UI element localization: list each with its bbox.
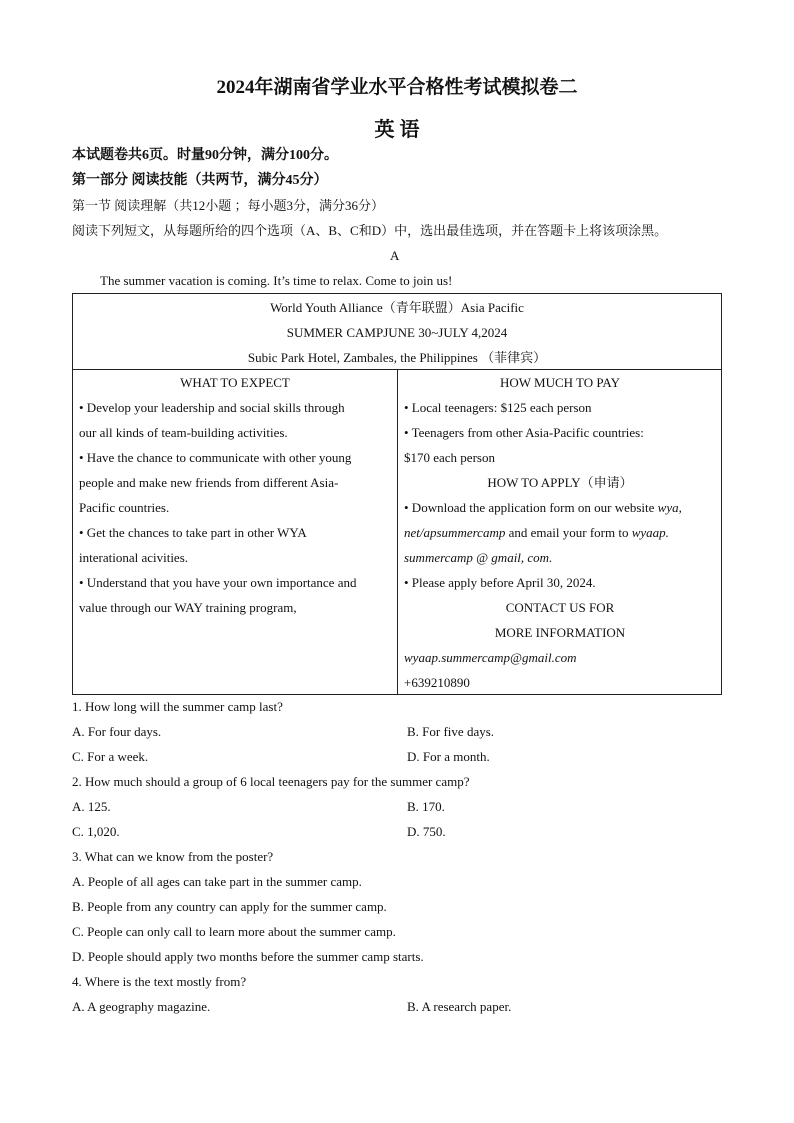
- poster-table: [72, 293, 722, 695]
- expect-heading: WHAT TO EXPECT: [180, 375, 290, 390]
- apply-email-text: and email your form to: [505, 525, 632, 540]
- apply-download: [404, 499, 682, 517]
- email-link-rest[interactable]: summercamp @ gmail, com.: [404, 550, 553, 565]
- section-heading: 第一节 阅读理解（共12小题 ；每小题3分，满分36分）: [72, 198, 385, 213]
- option-1c[interactable]: C. For a week.: [72, 749, 149, 764]
- option-3d[interactable]: D. People should apply two months before the summer camp starts.: [72, 949, 424, 964]
- contact-heading-2: MORE INFORMATION: [494, 625, 626, 640]
- expect-line: • Have the chance to communicate with other young: [79, 450, 352, 465]
- pay-local: • Local teenagers: $125 each person: [404, 400, 592, 415]
- option-3a[interactable]: A. People of all ages can take part in the summer camp.: [72, 874, 362, 889]
- expect-line: • Develop your leadership and social skills through: [79, 400, 345, 415]
- instruction-text: 阅读下列短文，从每题所给的四个选项（A、B、C和D）中，选出最佳选项，并在答题卡上将该项涂黑。: [72, 223, 668, 238]
- option-3b[interactable]: B. People from any country can apply for the summer camp.: [72, 899, 387, 914]
- email-link-part[interactable]: wyaap.: [631, 525, 669, 540]
- subject-title: 英 语: [374, 119, 420, 141]
- option-3c[interactable]: C. People can only call to learn more about the summer camp.: [72, 924, 396, 939]
- pay-heading: HOW MUCH TO PAY: [499, 375, 621, 390]
- question-3: 3. What can we know from the poster?: [72, 849, 274, 864]
- option-2b[interactable]: B. 170.: [407, 799, 445, 814]
- expect-line: value through our WAY training program,: [79, 600, 297, 615]
- option-4b[interactable]: B. A research paper.: [407, 999, 512, 1014]
- poster-dates: SUMMER CAMPJUNE 30~JULY 4,2024: [286, 325, 508, 340]
- question-2: 2. How much should a group of 6 local teenagers pay for the summer camp?: [72, 774, 470, 789]
- poster-org: World Youth Alliance（青年联盟）Asia Pacific: [270, 300, 524, 315]
- exam-title: 2024年湖南省学业水平合格性考试模拟卷二: [216, 77, 578, 98]
- apply-email: [404, 524, 669, 542]
- contact-email[interactable]: wyaap.summercamp@gmail.com: [404, 650, 577, 665]
- option-2c[interactable]: C. 1,020.: [72, 824, 120, 839]
- expect-line: • Get the chances to take part in other WYA: [79, 525, 307, 540]
- pay-other-amount: $170 each person: [404, 450, 495, 465]
- option-2d[interactable]: D. 750.: [407, 824, 446, 839]
- expect-line: our all kinds of team-building activities.: [79, 425, 288, 440]
- expect-line: Pacific countries.: [79, 500, 170, 515]
- expect-line: people and make new friends from different Asia-: [79, 475, 339, 490]
- option-1d[interactable]: D. For a month.: [407, 749, 490, 764]
- question-1: 1. How long will the summer camp last?: [72, 699, 283, 714]
- option-2a[interactable]: A. 125.: [72, 799, 111, 814]
- option-1a[interactable]: A. For four days.: [72, 724, 162, 739]
- contact-heading-1: CONTACT US FOR: [505, 600, 615, 615]
- poster-location: Subic Park Hotel, Zambales, the Philippines （菲律宾）: [247, 350, 547, 365]
- website-link-part[interactable]: wya,: [657, 500, 682, 515]
- option-4a[interactable]: A. A geography magazine.: [72, 999, 211, 1014]
- column-divider: [397, 370, 398, 694]
- contact-phone: +639210890: [404, 675, 470, 690]
- website-link-rest[interactable]: net/apsummercamp: [404, 525, 506, 540]
- poster-header: [73, 294, 721, 370]
- exam-info: 本试题卷共6页。时量90分钟，满分100分。: [72, 148, 338, 163]
- pay-other: • Teenagers from other Asia-Pacific countries:: [404, 425, 644, 440]
- expect-line: interational acivities.: [79, 550, 189, 565]
- question-4: 4. Where is the text mostly from?: [72, 974, 247, 989]
- option-1b[interactable]: B. For five days.: [407, 724, 495, 739]
- apply-deadline: • Please apply before April 30, 2024.: [404, 575, 596, 590]
- passage-intro: The summer vacation is coming. It’s time to relax. Come to join us!: [100, 273, 453, 288]
- passage-label: A: [390, 248, 400, 263]
- part-heading: 第一部分 阅读技能（共两节，满分45分）: [72, 173, 328, 188]
- apply-heading: HOW TO APPLY（申请）: [487, 475, 633, 490]
- apply-download-text: • Download the application form on our website: [404, 500, 658, 515]
- expect-line: • Understand that you have your own importance and: [79, 575, 357, 590]
